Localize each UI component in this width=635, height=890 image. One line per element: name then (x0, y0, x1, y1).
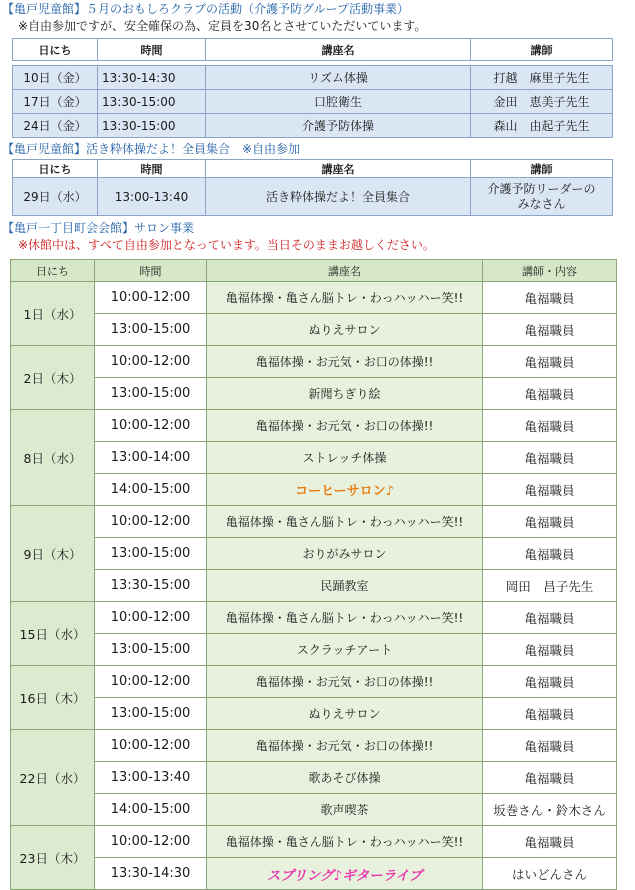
table-header-row (13, 39, 613, 61)
info-cell: 亀福職員 (483, 474, 617, 506)
info-cell: はいどんさん (483, 858, 617, 890)
course-cell (207, 794, 483, 826)
date-cell: 15日（水） (11, 602, 95, 666)
info-cell: 亀福職員 (483, 730, 617, 762)
course-name: 歌あそび体操 (308, 771, 381, 785)
table-row (11, 794, 617, 826)
section1-table (12, 38, 613, 138)
info-cell: 亀福職員 (483, 442, 617, 474)
info-cell: 亀福職員 (483, 282, 617, 314)
date-cell: 22日（水） (11, 730, 95, 826)
date-cell: 1日（水） (11, 282, 95, 346)
info-cell: 亀福職員 (483, 378, 617, 410)
course-cell (207, 474, 483, 506)
course-name: 亀福体操・お元気・お口の体操!! (255, 419, 434, 433)
header-teacher: 講師 (471, 160, 613, 178)
section1-note: ※自由参加ですが、安全確保の為、定員を30名とさせていただいています。 (18, 19, 427, 33)
time-cell: 14:00-15:00 (95, 474, 207, 506)
course-name: 亀福体操・亀さん脳トレ・わっハッハー笑!! (225, 835, 464, 849)
date-cell: 10日（金） (13, 66, 98, 90)
header-teacher: 講師 (471, 39, 613, 61)
time-cell: 10:00-12:00 (95, 282, 207, 314)
table-row (11, 570, 617, 602)
header-info: 講師・内容 (483, 260, 617, 282)
time-cell: 10:00-12:00 (95, 506, 207, 538)
header-date: 日にち (11, 260, 95, 282)
table-row (11, 858, 617, 890)
course-cell (207, 346, 483, 378)
time-cell: 13:30-15:00 (95, 570, 207, 602)
course-cell (207, 858, 483, 890)
course-cell: 口腔衛生 (206, 90, 471, 114)
course-cell (207, 314, 483, 346)
info-cell: 亀福職員 (483, 602, 617, 634)
course-name: 亀福体操・亀さん脳トレ・わっハッハー笑!! (225, 611, 464, 625)
info-cell: 亀福職員 (483, 698, 617, 730)
table-row (11, 666, 617, 698)
time-cell: 13:00-15:00 (95, 698, 207, 730)
table-header-row (13, 160, 613, 178)
info-cell: 亀福職員 (483, 762, 617, 794)
date-cell: 23日（木） (11, 826, 95, 890)
teacher-line1: 介護予防リーダーの (487, 181, 596, 196)
time-cell: 13:00-15:00 (95, 634, 207, 666)
info-cell: 亀福職員 (483, 826, 617, 858)
info-cell: 亀福職員 (483, 506, 617, 538)
section2-heading: 【亀戸児童館】活き粋体操だよ！全員集合 ※自由参加 (2, 142, 301, 156)
course-cell (207, 570, 483, 602)
table-row (11, 442, 617, 474)
course-name: 亀福体操・お元気・お口の体操!! (255, 675, 434, 689)
time-cell: 13:00-15:00 (95, 314, 207, 346)
date-cell: 8日（水） (11, 410, 95, 506)
section3-table (10, 259, 617, 890)
time-cell: 14:00-15:00 (95, 794, 207, 826)
table-row (13, 178, 613, 216)
header-time: 時間 (98, 39, 206, 61)
table-row (11, 634, 617, 666)
time-cell: 13:30-14:30 (98, 66, 206, 90)
course-cell (207, 378, 483, 410)
date-cell: 29日（水） (13, 178, 98, 216)
time-cell: 13:30-15:00 (98, 90, 206, 114)
course-cell (207, 602, 483, 634)
table-header-row (11, 260, 617, 282)
header-time: 時間 (95, 260, 207, 282)
time-cell: 10:00-12:00 (95, 730, 207, 762)
header-course: 講座名 (206, 160, 471, 178)
section1-heading: 【亀戸児童館】５月のおもしろクラブの活動（介護予防グループ活動事業） (2, 2, 410, 16)
table-row (11, 506, 617, 538)
table-row (11, 314, 617, 346)
date-cell: 2日（木） (11, 346, 95, 410)
date-cell: 16日（木） (11, 666, 95, 730)
table-row (11, 602, 617, 634)
info-cell: 亀福職員 (483, 634, 617, 666)
course-name: 歌声喫茶 (320, 803, 369, 817)
table-row (13, 66, 613, 90)
time-cell: 10:00-12:00 (95, 346, 207, 378)
date-cell: 24日（金） (13, 114, 98, 138)
course-name: 亀福体操・お元気・お口の体操!! (255, 355, 434, 369)
course-cell (207, 826, 483, 858)
header-course: 講座名 (206, 39, 471, 61)
info-cell: 亀福職員 (483, 666, 617, 698)
course-name: ぬりえサロン (308, 707, 381, 721)
course-name: スプリング♪ギターライブ (266, 867, 423, 884)
table-row (11, 762, 617, 794)
course-name: おりがみサロン (302, 547, 387, 561)
teacher-cell: 森山 由起子先生 (471, 114, 613, 138)
course-cell (207, 666, 483, 698)
info-cell: 亀福職員 (483, 410, 617, 442)
table-row (11, 346, 617, 378)
course-name: 亀福体操・亀さん脳トレ・わっハッハー笑!! (225, 515, 464, 529)
time-cell: 13:30-14:30 (95, 858, 207, 890)
course-name: 新聞ちぎり絵 (308, 387, 381, 401)
course-cell: 介護予防体操 (206, 114, 471, 138)
header-date: 日にち (13, 160, 98, 178)
table-row (11, 378, 617, 410)
course-name: ぬりえサロン (308, 323, 381, 337)
table-row (11, 538, 617, 570)
header-course: 講座名 (207, 260, 483, 282)
course-cell: リズム体操 (206, 66, 471, 90)
course-cell (207, 442, 483, 474)
date-cell: 17日（金） (13, 90, 98, 114)
course-name: 亀福体操・亀さん脳トレ・わっハッハー笑!! (225, 291, 464, 305)
time-cell: 10:00-12:00 (95, 602, 207, 634)
course-name: ストレッチ体操 (302, 451, 387, 465)
course-cell: 活き粋体操だよ！全員集合 (206, 178, 471, 216)
table-row (13, 90, 613, 114)
table-row (13, 114, 613, 138)
teacher-cell: 打越 麻里子先生 (471, 66, 613, 90)
time-cell: 13:30-15:00 (98, 114, 206, 138)
table-row (11, 410, 617, 442)
course-cell (207, 698, 483, 730)
table-row (11, 826, 617, 858)
date-cell: 9日（木） (11, 506, 95, 602)
course-name: 亀福体操・お元気・お口の体操!! (255, 739, 434, 753)
section3-heading: 【亀戸一丁目町会会館】サロン事業 (2, 221, 195, 235)
info-cell: 亀福職員 (483, 538, 617, 570)
table-row (11, 730, 617, 762)
info-cell: 亀福職員 (483, 314, 617, 346)
time-cell: 13:00-15:00 (95, 538, 207, 570)
course-cell (207, 282, 483, 314)
teacher-cell: 金田 恵美子先生 (471, 90, 613, 114)
section3-note: ※休館中は、すべて自由参加となっています。当日そのままお越しください。 (18, 238, 435, 252)
info-cell: 坂巻さん・鈴木さん (483, 794, 617, 826)
time-cell: 13:00-15:00 (95, 378, 207, 410)
teacher-line2: みなさん (517, 196, 566, 211)
course-cell (207, 634, 483, 666)
course-cell (207, 506, 483, 538)
table-row (11, 698, 617, 730)
time-cell: 10:00-12:00 (95, 666, 207, 698)
time-cell: 10:00-12:00 (95, 410, 207, 442)
course-cell (207, 410, 483, 442)
course-cell (207, 730, 483, 762)
time-cell: 13:00-13:40 (95, 762, 207, 794)
table-row (11, 474, 617, 506)
section2-table (12, 159, 613, 216)
course-name: 民踊教室 (320, 579, 369, 593)
time-cell: 10:00-12:00 (95, 826, 207, 858)
time-cell: 13:00-14:00 (95, 442, 207, 474)
course-cell (207, 538, 483, 570)
course-name: スクラッチアート (296, 643, 393, 657)
header-time: 時間 (98, 160, 206, 178)
table-row (11, 282, 617, 314)
time-cell: 13:00-13:40 (98, 178, 206, 216)
info-cell: 亀福職員 (483, 346, 617, 378)
header-date: 日にち (13, 39, 98, 61)
info-cell: 岡田 昌子先生 (483, 570, 617, 602)
course-cell (207, 762, 483, 794)
course-name: コーヒーサロン♪ (295, 484, 394, 499)
teacher-cell (471, 178, 613, 216)
